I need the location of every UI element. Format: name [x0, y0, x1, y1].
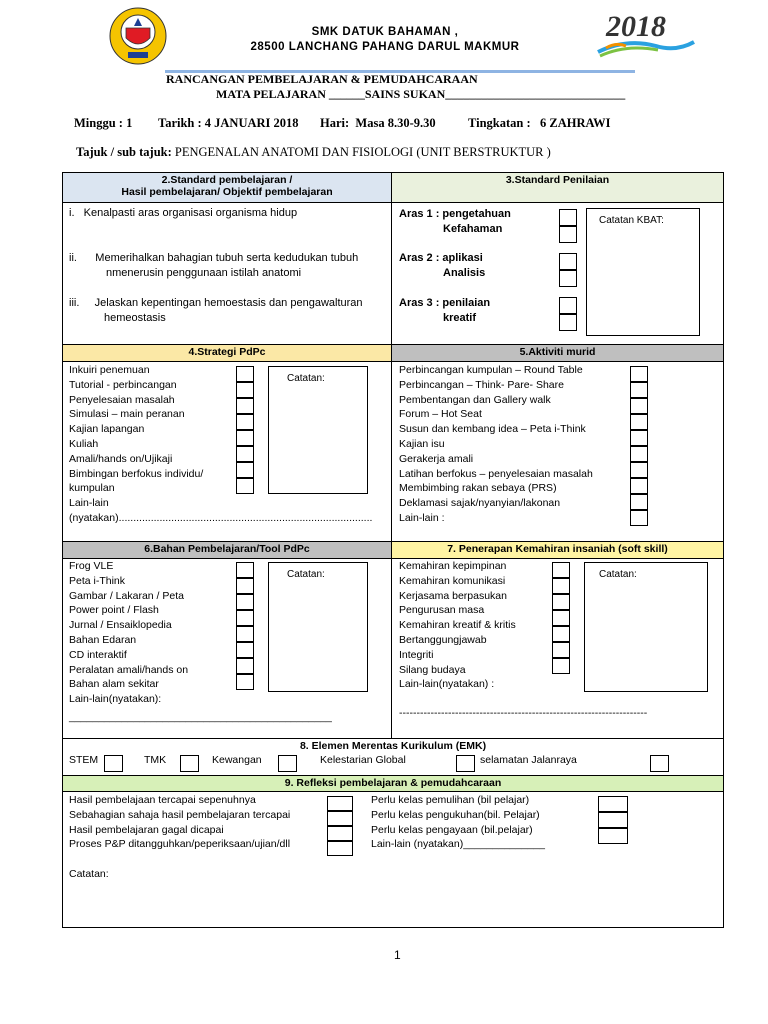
objective-item-3-cont: hemeostasis: [104, 312, 166, 324]
reflection-right-checkbox[interactable]: [598, 796, 628, 812]
reflection-left-checkbox[interactable]: [327, 841, 353, 856]
aras-1-label: Aras 1 : pengetahuan: [399, 208, 511, 220]
aras-2-sub: Analisis: [443, 267, 486, 279]
tajuk-value: PENGENALAN ANATOMI DAN FISIOLOGI (UNIT BERSTRUKTUR ): [174, 145, 551, 159]
reflection-item: Perlu kelas pemulihan (bil pelajar): [371, 794, 530, 806]
activity-checkbox[interactable]: [630, 510, 648, 526]
aras-3-sub: kreatif: [443, 312, 477, 324]
activity-item: Latihan berfokus – penyelesaian masalah: [399, 467, 593, 480]
softskill-item: Lain-lain(nyatakan) :: [399, 678, 495, 691]
aras-3-checkbox-b[interactable]: [559, 314, 577, 331]
section5-header: [392, 345, 723, 362]
reflection-right-checkbox[interactable]: [598, 812, 628, 828]
hari-field: Hari: Masa 8.30-9.30: [320, 116, 436, 130]
activity-item: Perbincangan kumpulan – Round Table: [399, 364, 583, 376]
strategy-item: Bimbingan berfokus individu/: [69, 467, 204, 480]
softskill-notes-label: Catatan:: [599, 569, 637, 580]
emk-kelestarian-label: Kelestarian Global: [320, 754, 406, 766]
reflection-left-checkbox[interactable]: [327, 811, 353, 826]
aras-1-sub: Kefahaman: [443, 223, 503, 235]
softskill-item: Kemahiran komunikasi: [399, 574, 506, 587]
aras-1-checkbox-b[interactable]: [559, 226, 577, 243]
material-item: Frog VLE: [69, 560, 114, 572]
plan-title: RANCANGAN PEMBELAJARAN & PEMUDAHCARAAN: [166, 72, 478, 86]
strategy-item: (nyatakan).......................................................................................: [69, 511, 373, 524]
aras-2-label: Aras 2 : aplikasi: [399, 252, 483, 264]
year-text: 2018: [606, 10, 666, 43]
strategy-item: Simulasi – main peranan: [69, 408, 185, 421]
activity-item: Gerakerja amali: [399, 452, 474, 465]
strategy-checkbox[interactable]: [236, 414, 254, 430]
emk-stem-checkbox[interactable]: [104, 755, 123, 772]
strategy-checkbox[interactable]: [236, 430, 254, 446]
activity-item: Perbincangan – Think- Pare- Share: [399, 378, 564, 391]
strategy-item: Tutorial - perbincangan: [69, 378, 177, 391]
tarikh-field: Tarikh : 4 JANUARI 2018: [158, 116, 299, 130]
material-item: Bahan Edaran: [69, 633, 137, 646]
emk-stem-label: STEM: [69, 754, 99, 766]
material-notes-box[interactable]: [268, 562, 368, 692]
material-item: Power point / Flash: [69, 604, 159, 617]
emk-tmk-checkbox[interactable]: [180, 755, 199, 772]
reflection-item: Hasil pembelajaran gagal dicapai: [69, 823, 224, 836]
reflection-right-list: [371, 793, 545, 852]
material-item: Bahan alam sekitar: [69, 678, 159, 691]
strategy-checkbox[interactable]: [236, 398, 254, 414]
reflection-item: Proses P&P ditangguhkan/peperiksaan/ujian/dll: [69, 838, 291, 851]
material-checkbox[interactable]: [236, 594, 254, 610]
strategy-item: Lain-lain: [69, 497, 109, 510]
material-item: Peta i-Think: [69, 574, 126, 587]
strategy-item: kumpulan: [69, 482, 115, 495]
strategy-item: Kuliah: [69, 437, 99, 450]
aras-1-checkbox-a[interactable]: [559, 209, 577, 226]
material-item: Gambar / Lakaran / Peta: [69, 589, 184, 602]
emk-kewangan-checkbox[interactable]: [278, 755, 297, 772]
section7-title: 7. Penerapan Kemahiran insaniah (soft skill): [447, 543, 668, 555]
activity-item: Lain-lain :: [399, 511, 445, 524]
material-checkbox[interactable]: [236, 610, 254, 626]
softskill-checkbox[interactable]: [552, 658, 570, 674]
section4-header: [63, 345, 391, 362]
objective-item-1: [69, 206, 297, 221]
objective-number: iii.: [69, 297, 80, 309]
section2-header: [63, 173, 391, 203]
softskill-item: Kerjasama berpasukan: [399, 589, 507, 602]
objective-text: Jelaskan kepentingan hemoestasis dan pengawalturan: [94, 297, 363, 309]
section4-title: 4.Strategi PdPc: [188, 346, 266, 358]
reflection-item: Perlu kelas pengukuhan(bil. Pelajar): [371, 808, 540, 821]
softskill-item: Integriti: [399, 648, 434, 661]
softskill-item: Bertanggungjawab: [399, 633, 487, 646]
emk-tmk-label: TMK: [144, 754, 167, 766]
emk-kelestarian-checkbox[interactable]: [456, 755, 475, 772]
activity-checkbox[interactable]: [630, 414, 648, 430]
section3-title: 3.Standard Penilaian: [505, 174, 610, 186]
material-notes-label: Catatan:: [287, 569, 325, 580]
row-rule: [62, 738, 724, 739]
aras-2-checkbox-b[interactable]: [559, 270, 577, 287]
activity-item: Membimbing rakan sebaya (PRS): [399, 482, 557, 495]
section7-header: [392, 542, 723, 559]
softskill-checkbox[interactable]: [552, 578, 570, 594]
objective-item-2: [69, 251, 358, 266]
strategy-notes-box[interactable]: [268, 366, 368, 494]
objective-text: Kenalpasti aras organisasi organisma hidup: [83, 207, 298, 219]
material-item: Peralatan amali/hands on: [69, 663, 189, 676]
objective-text: Memerihalkan bahagian tubuh serta kedudukan tubuh: [95, 252, 359, 264]
material-item: _____________________________________________: [69, 710, 332, 723]
activity-item: Susun dan kembang idea – Peta i-Think: [399, 423, 586, 436]
softskill-item: Kemahiran kepimpinan: [399, 560, 507, 572]
aras-3-checkbox-a[interactable]: [559, 297, 577, 314]
strategy-checkbox[interactable]: [236, 382, 254, 398]
section9-header: [63, 776, 723, 792]
strategy-checkbox[interactable]: [236, 446, 254, 462]
softskill-checkbox[interactable]: [552, 626, 570, 642]
kbat-notes-label: Catatan KBAT:: [599, 215, 664, 226]
material-item: Jurnal / Ensaiklopedia: [69, 619, 172, 632]
tingkatan-field: Tingkatan : 6 ZAHRAWI: [468, 116, 611, 130]
objective-number: ii.: [69, 252, 77, 264]
emk-keselamatan-checkbox[interactable]: [650, 755, 669, 772]
softskill-item: [399, 692, 647, 706]
material-checkbox[interactable]: [236, 674, 254, 690]
emk-kewangan-label: Kewangan: [212, 754, 262, 766]
reflection-right-checkbox[interactable]: [598, 828, 628, 844]
activity-checkbox[interactable]: [630, 462, 648, 478]
material-checkbox[interactable]: [236, 642, 254, 658]
section3-header: [392, 173, 723, 203]
softskill-item: Silang budaya: [399, 663, 466, 676]
softskill-checkbox[interactable]: [552, 642, 570, 658]
softskill-checkbox[interactable]: [552, 594, 570, 610]
activity-item: Kajian isu: [399, 437, 445, 450]
activity-checkbox[interactable]: [630, 382, 648, 398]
minggu-field: Minggu : 1: [74, 116, 133, 130]
column-rule: [391, 172, 392, 738]
aras-2-checkbox-a[interactable]: [559, 253, 577, 270]
activity-item: Pembentangan dan Gallery walk: [399, 393, 551, 406]
activity-checkbox[interactable]: [630, 398, 648, 414]
activity-checkbox[interactable]: [630, 430, 648, 446]
material-item: Lain-lain(nyatakan):: [69, 693, 162, 706]
material-checkbox[interactable]: [236, 562, 254, 578]
material-checkbox[interactable]: [236, 658, 254, 674]
section8-title: 8. Elemen Merentas Kurikulum (EMK): [299, 740, 487, 752]
reflection-item: Hasil pembelajaan tercapai sepenuhnya: [69, 794, 256, 806]
material-item: CD interaktif: [69, 648, 127, 661]
kbat-notes-box[interactable]: [586, 208, 700, 336]
reflection-left-checkbox[interactable]: [327, 826, 353, 841]
section9-title: 9. Refleksi pembelajaran & pemudahcaraan: [284, 777, 502, 789]
softskill-item: Kemahiran kreatif & kritis: [399, 619, 516, 632]
material-checkbox[interactable]: [236, 578, 254, 594]
section2-title-line1: 2.Standard pembelajaran /: [161, 174, 293, 186]
softskill-checkbox[interactable]: [552, 562, 570, 578]
softskill-notes-box[interactable]: [584, 562, 708, 692]
activity-checkbox[interactable]: [630, 494, 648, 510]
activity-item: Forum – Hot Seat: [399, 408, 482, 421]
aras-3-label: Aras 3 : penilaian: [399, 297, 491, 309]
activity-checkbox[interactable]: [630, 478, 648, 494]
strategy-item: Kajian lapangan: [69, 423, 145, 436]
softskill-item: Pengurusan masa: [399, 604, 485, 617]
section6-title: 6.Bahan Pembelajaran/Tool PdPc: [144, 543, 310, 555]
strategy-checkbox[interactable]: [236, 462, 254, 478]
school-logo: [108, 6, 168, 66]
reflection-item: Perlu kelas pengayaan (bil.pelajar): [371, 823, 533, 836]
strategy-checkbox[interactable]: [236, 366, 254, 382]
material-checkbox[interactable]: [236, 626, 254, 642]
strategy-checkbox[interactable]: [236, 478, 254, 494]
objective-item-3: [69, 296, 363, 311]
reflection-left-checkbox[interactable]: [327, 796, 353, 811]
reflection-notes-label: Catatan:: [69, 868, 109, 880]
activity-item: Deklamasi sajak/nyanyian/lakonan: [399, 497, 561, 510]
softskill-checkbox[interactable]: [552, 610, 570, 626]
strategy-item: Inkuiri penemuan: [69, 364, 150, 376]
section5-title: 5.Aktiviti murid: [519, 346, 596, 358]
strategy-item: Amali/hands on/Ujikaji: [69, 452, 173, 465]
strategy-notes-label: Catatan:: [287, 373, 325, 384]
activity-checkbox[interactable]: [630, 366, 648, 382]
softskill-item: -----------------------------------------------------------------------: [399, 707, 648, 720]
subject-line: MATA PELAJARAN ______SAINS SUKAN______________________________: [216, 87, 626, 101]
page-number: 1: [394, 948, 401, 962]
reflection-item: Sebahagian sahaja hasil pembelajaran tercapai: [69, 808, 291, 821]
tajuk-row: [76, 145, 551, 160]
emk-keselamatan-label: selamatan Jalanraya: [480, 754, 577, 766]
objective-number: i.: [69, 207, 75, 219]
year-logo: [596, 12, 696, 58]
strategy-item: Penyelesaian masalah: [69, 393, 175, 406]
reflection-item: Lain-lain (nyatakan)______________: [371, 838, 545, 851]
activity-list: [399, 363, 593, 526]
objective-item-2-cont: nmenerusin penggunaan istilah anatomi: [106, 267, 302, 279]
activity-checkbox[interactable]: [630, 446, 648, 462]
school-name: SMK DATUK BAHAMAN ,: [311, 26, 459, 38]
section6-header: [63, 542, 391, 559]
school-address: 28500 LANCHANG PAHANG DARUL MAKMUR: [250, 41, 520, 53]
section2-title-line2: Hasil pembelajaran/ Objektif pembelajaran: [121, 186, 333, 198]
reflection-left-list: [69, 793, 290, 852]
tajuk-label: Tajuk / sub tajuk:: [76, 145, 172, 159]
